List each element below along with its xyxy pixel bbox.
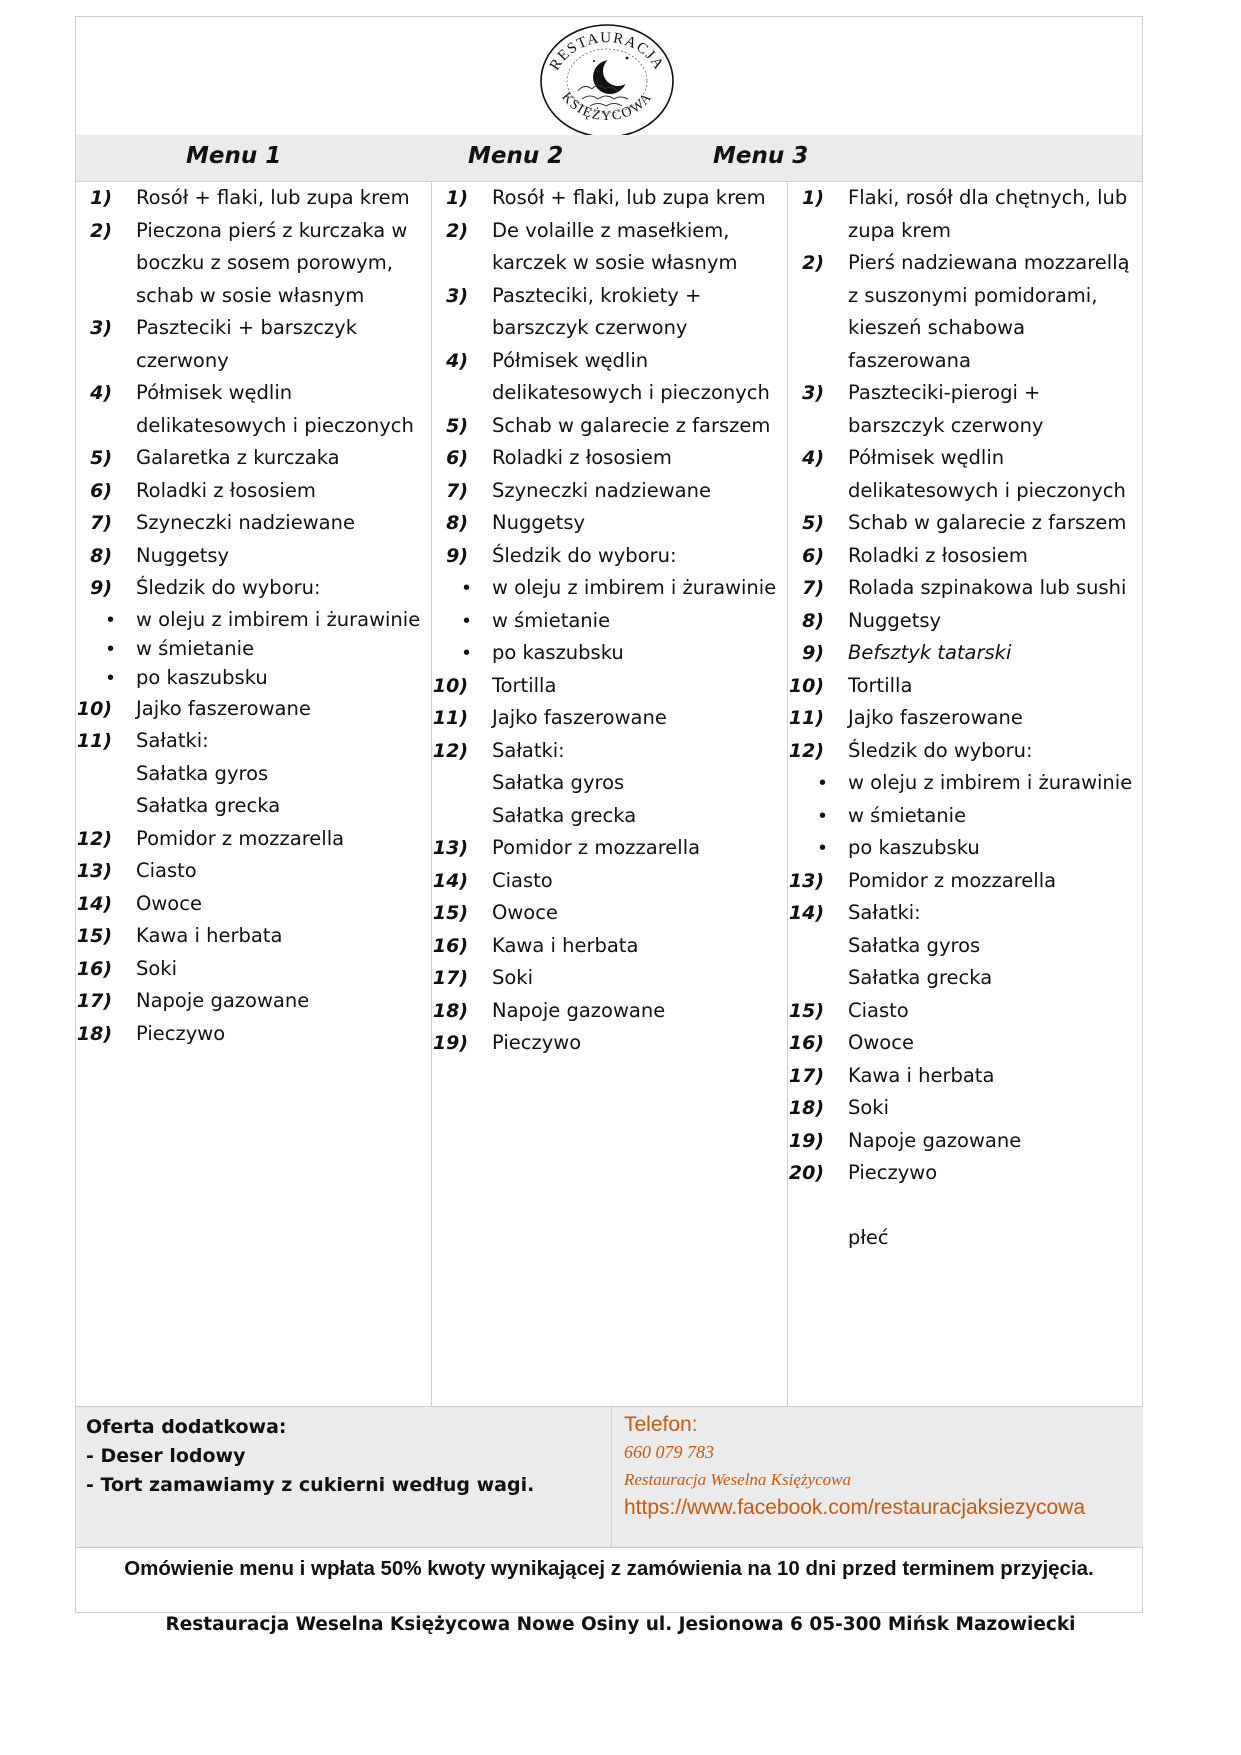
additional-offer: [76, 1406, 612, 1547]
list-item: [432, 215, 787, 280]
item-number: 12): [76, 827, 112, 850]
item-number: 19): [788, 1129, 824, 1152]
contact-box: [612, 1406, 1143, 1547]
item-text: Owoce: [848, 1031, 914, 1054]
item-number: 4): [446, 349, 468, 372]
list-item: [788, 702, 1143, 735]
item-text: Półmisek wędlin delikatesowych i pieczonych: [492, 348, 770, 404]
list-item: [76, 758, 431, 791]
item-number: 4): [802, 447, 824, 469]
item-text: Schab w galarecie z farszem: [848, 511, 1127, 534]
list-item: [432, 637, 787, 670]
list-item: [76, 475, 431, 508]
item-number: 12): [788, 739, 824, 762]
list-item: [432, 605, 787, 638]
phone-number[interactable]: 660 079 783: [624, 1442, 714, 1462]
menu-2-column: [432, 182, 788, 1406]
list-item: [432, 182, 787, 215]
item-number: 6): [802, 544, 824, 567]
item-number: 1): [446, 187, 468, 209]
item-number: 16): [432, 934, 468, 957]
item-text: Sałatki:: [848, 901, 921, 924]
item-number: 1): [802, 187, 824, 209]
item-text: w oleju z imbirem i żurawinie: [848, 771, 1133, 794]
footer-address: Restauracja Weselna Księżycowa Nowe Osiny ul. Jesionowa 6 05-300 Mińsk Mazowiecki: [165, 1614, 1076, 1635]
item-text: Sałatka grecka: [136, 794, 281, 817]
list-item: [76, 442, 431, 475]
list-item: [76, 855, 431, 888]
item-number: 3): [90, 317, 112, 339]
item-text: Ciasto: [492, 868, 553, 892]
item-text: Ciasto: [136, 859, 197, 882]
list-item-spacer: [788, 1190, 1143, 1223]
item-number: 12): [432, 739, 468, 762]
item-text: Tortilla: [492, 673, 557, 697]
item-number: 20): [788, 1162, 824, 1184]
item-text: po kaszubsku: [848, 836, 980, 859]
bullet-icon: •: [818, 804, 826, 827]
item-text: w oleju z imbirem i żurawinie: [492, 576, 777, 599]
item-text: w oleju z imbirem i żurawinie: [136, 607, 421, 631]
bullet-icon: •: [462, 609, 470, 632]
item-text: Soki: [136, 956, 178, 980]
item-number: 14): [788, 902, 824, 924]
item-text: Roladki z łososiem: [492, 446, 672, 469]
list-item: [432, 832, 787, 865]
item-text: Sałatka gyros: [848, 933, 981, 957]
bullet-icon: •: [462, 642, 470, 664]
list-item: [788, 800, 1143, 833]
list-item: [788, 182, 1143, 247]
item-text: Ciasto: [848, 998, 909, 1022]
list-item: [432, 800, 787, 833]
restaurant-name: Restauracja Weselna Księżycowa: [624, 1470, 851, 1489]
item-text: Nuggetsy: [848, 608, 942, 632]
item-number: 2): [90, 219, 112, 242]
item-text: Napoje gazowane: [848, 1128, 1022, 1152]
list-item: [788, 1125, 1143, 1158]
list-item: [788, 572, 1143, 605]
list-item: [76, 215, 431, 313]
additional-offer-item: - Tort zamawiamy z cukierni według wagi.: [86, 1474, 535, 1496]
item-number: 6): [90, 479, 112, 502]
additional-offer-title: Oferta dodatkowa:: [86, 1416, 287, 1438]
item-number: 16): [76, 957, 112, 980]
list-item: [788, 930, 1143, 963]
list-item: [788, 735, 1143, 768]
list-item: [76, 790, 431, 823]
item-text: Rosół + flaki, lub zupa krem: [492, 186, 766, 209]
list-item: [788, 540, 1143, 573]
item-text: Śledzik do wyboru:: [848, 738, 1033, 762]
item-number: 13): [432, 837, 468, 859]
item-number: 13): [788, 869, 824, 892]
menu-3-list: [788, 182, 1143, 1255]
item-text: Owoce: [492, 901, 558, 924]
item-text: Kawa i herbata: [492, 933, 639, 957]
item-text: Szyneczki nadziewane: [136, 511, 355, 534]
list-item: [432, 767, 787, 800]
list-item: [788, 995, 1143, 1028]
list-item: [432, 475, 787, 508]
item-text: Tortilla: [848, 673, 913, 697]
booking-terms: Omówienie menu i wpłata 50% kwoty wynikającej z zamówienia na 10 dni przed terminem przyjęcia.: [76, 1547, 1142, 1614]
list-item: [432, 1027, 787, 1060]
item-text: Napoje gazowane: [136, 989, 310, 1012]
item-text: Soki: [492, 966, 534, 989]
item-text: Sałatki:: [492, 738, 565, 762]
bullet-icon: •: [106, 666, 114, 689]
item-text: Paszteciki + barszczyk czerwony: [136, 316, 357, 372]
list-item: [788, 670, 1143, 703]
bullet-icon: •: [818, 837, 826, 859]
item-number: 15): [76, 925, 112, 947]
item-text: Śledzik do wyboru:: [136, 576, 321, 599]
restaurant-logo: [532, 19, 682, 135]
crescent-moon-icon: [593, 56, 633, 94]
item-number: 18): [432, 999, 468, 1022]
item-number: 3): [802, 382, 824, 404]
list-item: [76, 312, 431, 377]
item-number: 11): [788, 707, 824, 729]
item-text: Sałatka grecka: [848, 966, 993, 989]
list-item: [788, 637, 1143, 670]
item-text: De volaille z masełkiem, karczek w sosie własnym: [492, 218, 738, 274]
item-number: 9): [446, 544, 468, 567]
item-text: Sałatka gyros: [136, 761, 269, 785]
item-text: Roladki z łososiem: [848, 543, 1028, 567]
item-number: 11): [76, 730, 112, 752]
bullet-icon: •: [106, 637, 114, 660]
svg-text:KSIĘŻYCOWA: [558, 90, 655, 124]
list-item: [432, 345, 787, 410]
list-item: [432, 410, 787, 443]
item-text: Paszteciki-pierogi + barszczyk czerwony: [848, 381, 1044, 437]
item-number: 13): [76, 860, 112, 882]
list-item: [788, 1027, 1143, 1060]
item-text: w śmietanie: [136, 636, 255, 660]
item-number: 8): [446, 512, 468, 534]
item-number: 18): [76, 1022, 112, 1045]
menu-2-list: [432, 182, 787, 1060]
list-item: [432, 930, 787, 963]
list-item: [788, 832, 1143, 865]
list-item: [76, 572, 431, 605]
menu-1-header: Menu 1: [186, 143, 282, 169]
item-text: Pomidor z mozzarella: [136, 826, 345, 850]
item-number: 17): [788, 1064, 824, 1087]
item-number: 8): [90, 544, 112, 567]
item-number: 10): [788, 674, 824, 697]
item-text: Pomidor z mozzarella: [848, 868, 1057, 892]
logo-emblem: [532, 19, 682, 135]
menu-2-header: Menu 2: [468, 143, 564, 169]
item-text: płeć: [848, 1226, 889, 1249]
item-text: po kaszubsku: [492, 641, 624, 664]
item-text: Pierś nadziewana mozzarellą z suszonymi pomidorami, kieszeń schabowa faszerowana: [848, 251, 1130, 372]
item-text: Jajko faszerowane: [848, 706, 1023, 729]
item-number: 2): [802, 252, 824, 274]
item-text: Rosół + flaki, lub zupa krem: [136, 186, 410, 209]
item-text: Jajko faszerowane: [492, 706, 667, 729]
list-item: [432, 507, 787, 540]
item-number: 7): [90, 512, 112, 534]
list-item: [432, 962, 787, 995]
item-text: Nuggetsy: [136, 543, 230, 567]
item-text: po kaszubsku: [136, 665, 268, 689]
list-item: [788, 1222, 1143, 1255]
item-number: 4): [90, 382, 112, 404]
item-text: Rolada szpinakowa lub sushi: [848, 576, 1127, 599]
item-text: Kawa i herbata: [136, 924, 283, 947]
list-item: [76, 664, 431, 692]
menu-3-header: Menu 3: [713, 143, 809, 169]
item-text: Szyneczki nadziewane: [492, 478, 711, 502]
item-number: 1): [90, 187, 112, 209]
list-item: [432, 670, 787, 703]
list-item: [432, 442, 787, 475]
bullet-icon: •: [818, 772, 826, 794]
item-number: 10): [432, 674, 468, 697]
item-text: Sałatka gyros: [492, 771, 625, 794]
logo-text-bottom: KSIĘŻYCOWA: [558, 89, 656, 125]
menu-table: [75, 16, 1143, 1613]
list-item: [76, 1018, 431, 1051]
bullet-icon: •: [106, 608, 114, 631]
menu-1-list: [76, 182, 431, 1050]
list-item: [76, 985, 431, 1018]
item-number: 18): [788, 1097, 824, 1119]
list-item: [788, 605, 1143, 638]
list-item: [432, 897, 787, 930]
list-item: [788, 442, 1143, 507]
item-text: w śmietanie: [848, 803, 967, 827]
item-text: Sałatki:: [136, 729, 209, 752]
list-item: [788, 377, 1143, 442]
item-text: Roladki z łososiem: [136, 478, 316, 502]
item-number: 3): [446, 284, 468, 307]
item-number: 14): [76, 892, 112, 915]
item-text: Śledzik do wyboru:: [492, 543, 677, 567]
phone-label: Telefon:: [624, 1413, 698, 1436]
list-item: [788, 1060, 1143, 1093]
additional-offer-item: - Deser lodowy: [86, 1445, 246, 1467]
item-text: Sałatka grecka: [492, 803, 637, 827]
item-number: 15): [788, 999, 824, 1022]
list-item: [76, 182, 431, 215]
item-text: Pieczywo: [136, 1021, 226, 1045]
menu-1-column: [76, 182, 432, 1406]
item-number: 6): [446, 447, 468, 469]
list-item: [432, 865, 787, 898]
item-number: 17): [76, 990, 112, 1012]
list-item: [76, 953, 431, 986]
item-text: Galaretka z kurczaka: [136, 446, 340, 469]
menu-headers: [76, 135, 1142, 182]
item-text: Pieczywo: [848, 1161, 938, 1184]
item-number: 5): [446, 414, 468, 437]
list-item: [788, 247, 1143, 377]
item-number: 5): [90, 447, 112, 469]
list-item: [432, 995, 787, 1028]
list-item: [788, 1092, 1143, 1125]
item-text: Owoce: [136, 891, 202, 915]
list-item: [432, 735, 787, 768]
list-item: [432, 280, 787, 345]
item-text: Półmisek wędlin delikatesowych i pieczonych: [136, 381, 414, 437]
item-text: Półmisek wędlin delikatesowych i pieczonych: [848, 446, 1126, 502]
item-number: 11): [432, 707, 468, 729]
item-number: 19): [432, 1032, 468, 1054]
item-number: 9): [90, 577, 112, 599]
item-text: Napoje gazowane: [492, 998, 666, 1022]
item-text: Flaki, rosół dla chętnych, lub zupa krem: [848, 186, 1128, 242]
item-text: Paszteciki, krokiety + barszczyk czerwony: [492, 283, 702, 339]
list-item: [76, 888, 431, 921]
list-item: [788, 962, 1143, 995]
item-text: Pieczywo: [492, 1031, 582, 1054]
list-item: [76, 725, 431, 758]
list-item: [788, 865, 1143, 898]
menu-3-column: [788, 182, 1143, 1406]
item-text: w śmietanie: [492, 608, 611, 632]
item-text: Kawa i herbata: [848, 1063, 995, 1087]
item-number: 7): [446, 479, 468, 502]
list-item: [432, 572, 787, 605]
item-text: Soki: [848, 1096, 890, 1119]
item-text: Jajko faszerowane: [136, 696, 311, 720]
list-item: [76, 540, 431, 573]
item-text: Pieczona pierś z kurczaka w boczku z sosem porowym, schab w sosie własnym: [136, 218, 408, 307]
list-item: [788, 507, 1143, 540]
list-item: [76, 920, 431, 953]
list-item: [788, 1157, 1143, 1190]
logo-row: [76, 17, 1142, 136]
item-number: 9): [802, 642, 824, 664]
item-number: 17): [432, 967, 468, 989]
list-item: [788, 767, 1143, 800]
item-number: 14): [432, 869, 468, 892]
item-number: 5): [802, 512, 824, 534]
list-item: [76, 377, 431, 442]
item-number: 7): [802, 577, 824, 599]
list-item: [76, 635, 431, 663]
list-item: [76, 606, 431, 634]
list-item: [432, 702, 787, 735]
bullet-icon: •: [462, 577, 470, 599]
item-number: 8): [802, 609, 824, 632]
list-item: [76, 823, 431, 856]
item-number: 15): [432, 902, 468, 924]
item-number: 16): [788, 1032, 824, 1054]
list-item: [432, 540, 787, 573]
list-item: [788, 897, 1143, 930]
item-number: 2): [446, 219, 468, 242]
item-text: Nuggetsy: [492, 511, 586, 534]
list-item: [76, 507, 431, 540]
item-text: Befsztyk tatarski: [848, 641, 1012, 664]
facebook-link[interactable]: https://www.facebook.com/restauracjaksiezycowa: [624, 1496, 1086, 1519]
logo-text-top: RESTAURACJA: [546, 30, 668, 74]
item-text: Pomidor z mozzarella: [492, 836, 701, 859]
list-item: [76, 693, 431, 726]
item-number: 10): [76, 697, 112, 720]
item-text: Schab w galarecie z farszem: [492, 413, 771, 437]
